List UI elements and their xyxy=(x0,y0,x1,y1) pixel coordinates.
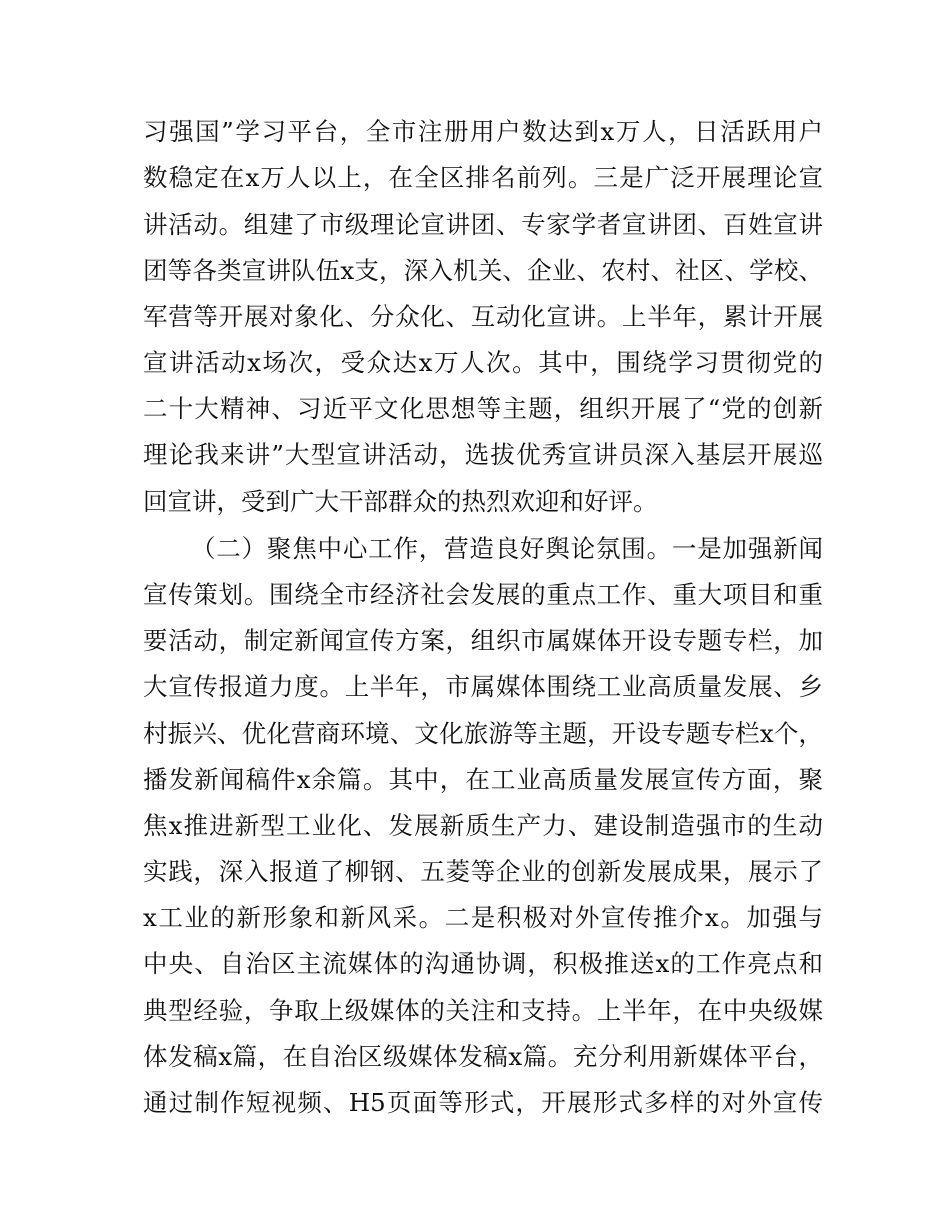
text-line: 实践，深入报道了柳钢、五菱等企业的创新发展成果，展示了 xyxy=(143,857,823,886)
text-line: 宣传策划。围绕全市经济社会发展的重点工作、重大项目和重 xyxy=(143,580,823,609)
text-line: 焦x推进新型工业化、发展新质生产力、建设制造强市的生动 xyxy=(143,811,823,840)
text-line: x工业的新形象和新风采。二是积极对外宣传推介x。加强与 xyxy=(143,903,823,932)
text-line: 二十大精神、习近平文化思想等主题，组织开展了“党的创新 xyxy=(143,394,823,423)
text-line: 团等各类宣讲队伍x支，深入机关、企业、农村、社区、学校、 xyxy=(143,256,823,285)
text-line: 讲活动。组建了市级理论宣讲团、专家学者宣讲团、百姓宣讲 xyxy=(143,210,823,239)
text-line: 体发稿x篇，在自治区级媒体发稿x篇。充分利用新媒体平台， xyxy=(143,1042,823,1071)
text-line: 村振兴、优化营商环境、文化旅游等主题，开设专题专栏x个， xyxy=(143,719,823,748)
text-line: 理论我来讲”大型宣讲活动，选拔优秀宣讲员深入基层开展巡 xyxy=(143,440,823,469)
paragraph-last-line: 回宣讲，受到广大干部群众的热烈欢迎和好评。 xyxy=(143,487,658,516)
text-line: 大宣传报道力度。上半年，市属媒体围绕工业高质量发展、乡 xyxy=(143,672,823,701)
text-line: 数稳定在x万人以上，在全区排名前列。三是广泛开展理论宣 xyxy=(143,163,823,192)
text-line: 军营等开展对象化、分众化、互动化宣讲。上半年，累计开展 xyxy=(143,302,823,331)
text-line: 中央、自治区主流媒体的沟通协调，积极推送x的工作亮点和 xyxy=(143,949,823,978)
section-heading-line: （二）聚焦中心工作，营造良好舆论氛围。一是加强新闻 xyxy=(191,534,823,563)
text-line: 通过制作短视频、H5页面等形式，开展形式多样的对外宣传 xyxy=(143,1088,823,1117)
text-line: 习强国”学习平台，全市注册用户数达到x万人，日活跃用户 xyxy=(143,117,823,146)
text-line: 宣讲活动x场次，受众达x万人次。其中，围绕学习贯彻党的 xyxy=(143,348,823,377)
text-line: 播发新闻稿件x余篇。其中，在工业高质量发展宣传方面，聚 xyxy=(143,765,823,794)
text-line: 典型经验，争取上级媒体的关注和支持。上半年，在中央级媒 xyxy=(143,996,823,1025)
text-line: 要活动，制定新闻宣传方案，组织市属媒体开设专题专栏，加 xyxy=(143,626,823,655)
